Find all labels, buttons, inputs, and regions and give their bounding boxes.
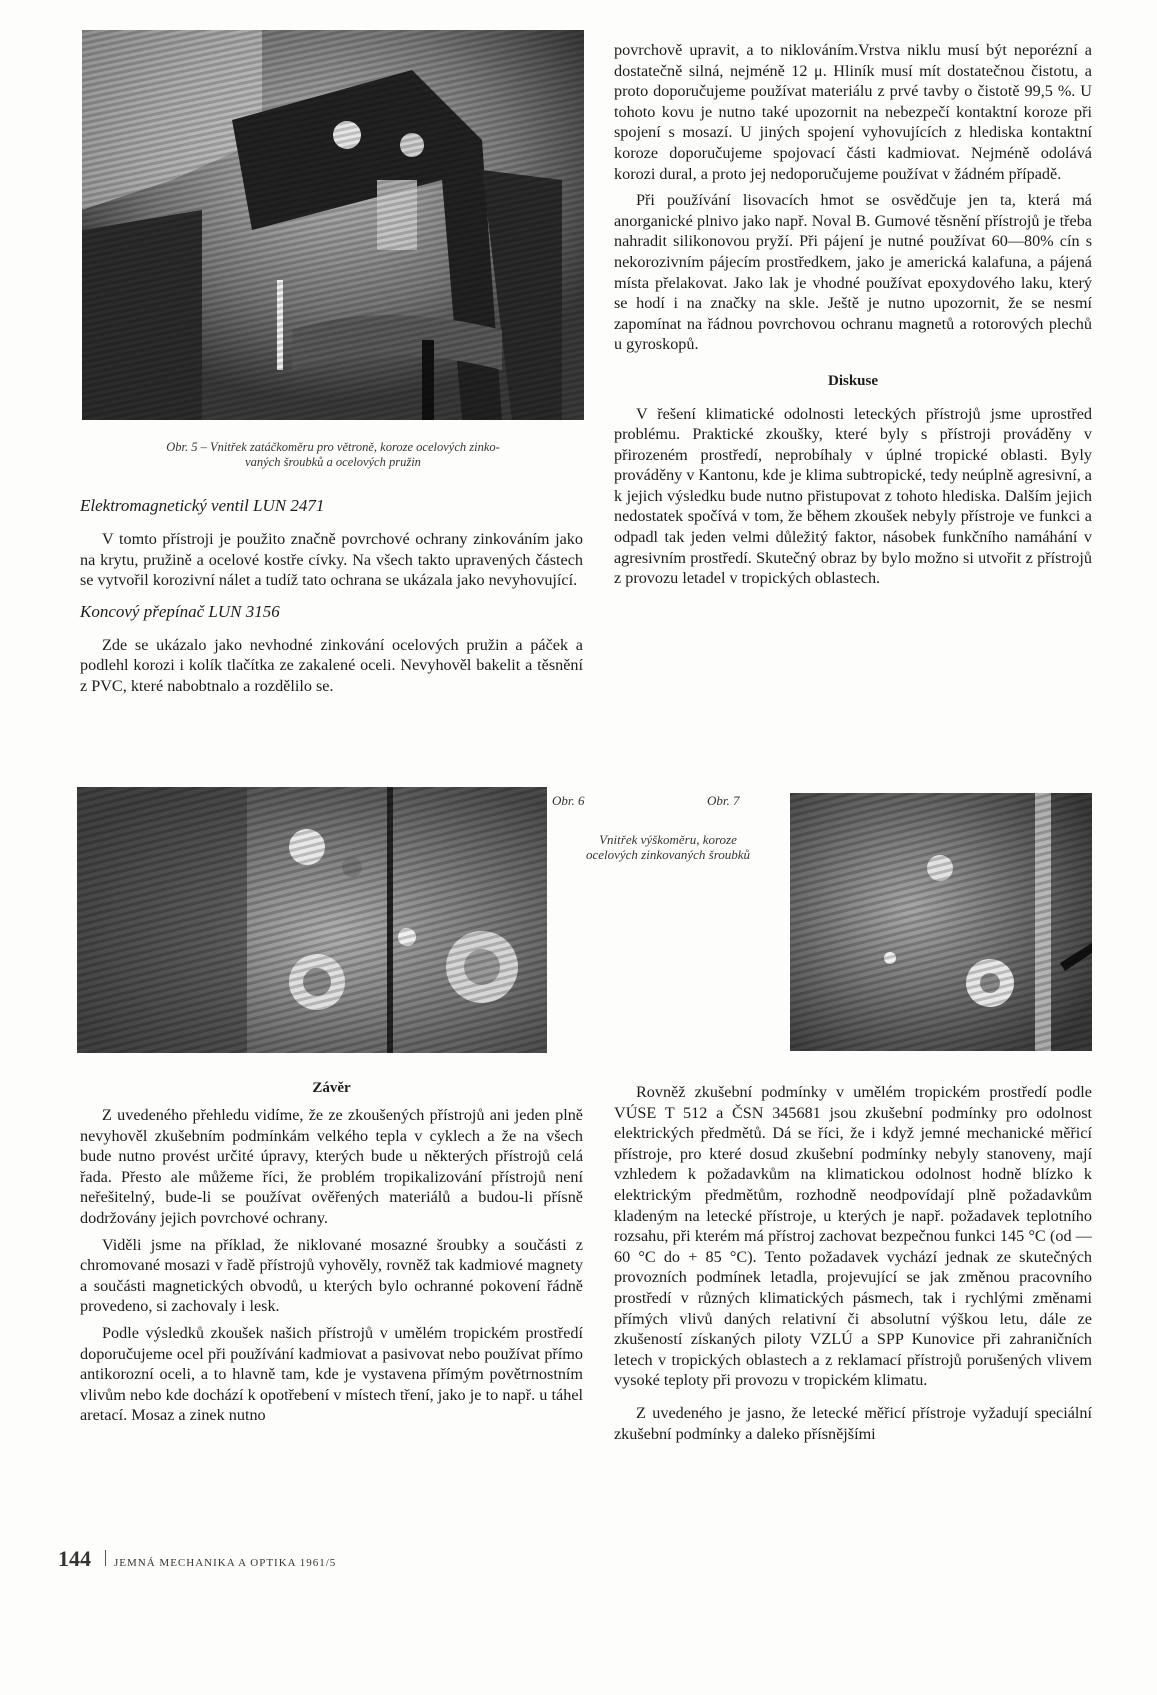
right-column-upper: [614, 40, 1092, 589]
paragraph-prepinac: Zde se ukázalo jako nevhodné zinkování ocelových pružin a páček a podlehl korozi i kolík tlačítka ze zakalené oceli. Nevyhověl bakelit a těsnění z PVC, které nabobtnalo a rozdělilo se.: [80, 635, 583, 695]
section-heading-prepinac: Koncový přepínač LUN 3156: [80, 601, 280, 621]
left-column-upper: [80, 495, 583, 697]
figure-7-photo: [790, 793, 1092, 1051]
figure-5-caption: [82, 440, 584, 470]
paragraph-zaver-3: Podle výsledků zkoušek našich přístrojů v umělém tropickém prostředí doporučujeme ocel při používání kadmiovat a pasivovat nebo používat přímo antikorozní oceli, a to hlavně tam, kde je vystavena přímým povětrnostním vlivům nebo kde dochází k opotřebení v místech tření, jako je to např. u táhel aretací. Mosaz a zinek nutno: [80, 1323, 583, 1425]
left-column-lower: [80, 1105, 583, 1426]
footer-divider: [105, 1550, 106, 1566]
figures-6-7-caption: Vnitřek výškoměru, koroze ocelových zinkovaných šroubků: [585, 832, 751, 862]
section-heading-ventil: Elektromagnetický ventil LUN 2471: [80, 496, 325, 515]
figure-6-photo: [77, 787, 547, 1053]
figure-6-label: Obr. 6: [552, 793, 585, 808]
paragraph-right-lower-2: Z uvedeného je jasno, že letecké měřicí přístroje vyžadují speciální zkušební podmínky a daleko přísnějšími: [614, 1403, 1092, 1443]
figure-5-caption-line2: vaných šroubků a ocelových pružin: [245, 455, 421, 469]
figure-5-caption-line1: Obr. 5 – Vnitřek zatáčkoměru pro větroně, koroze ocelových zinko-: [166, 440, 500, 454]
page-footer: [58, 1546, 658, 1572]
page-number: 144: [58, 1546, 91, 1571]
paragraph-ventil: V tomto přístroji je použito značně povrchové ochrany zinkováním jako na krytu, pružině a ocelové kostře cívky. Na všech takto upravených částech se vytvořil korozivní nálet a tudíž tato ochrana se ukázala jako nevyhovující.: [80, 530, 583, 590]
journal-name: JEMNÁ MECHANIKA A OPTIKA 1961/5: [114, 1557, 337, 1569]
right-column-lower: [614, 1082, 1092, 1444]
figure-7-label: Obr. 7: [707, 793, 740, 808]
paragraph-zaver-1: Z uvedeného přehledu vidíme, že ze zkoušených přístrojů ani jeden plně nevyhověl zkušebním podmínkám velkého tepla v cyklech a že na všech bude nutno provést určité úpravy, kterých bude u některých přístrojů celá řada. Přesto ale můžeme říci, že problém tropikalizování přístrojů není neřešitelný, bude-li se používat ověřených materiálů a budou-li přísně dodržovány jejich povrchové ochrany.: [80, 1106, 583, 1227]
figure-5-photo: [82, 30, 584, 420]
paragraph-right-1: povrchově upravit, a to niklováním.Vrstva niklu musí být neporézní a dostatečně silná, nejméně 12 μ. Hliník musí mít dostatečnou čistotu, a proto doporučujeme používat materiálu z prvé tavby o čistotě 99,5 %. U tohoto kovu je nutno také upozornit na nebezpečí kontaktní koroze při spojení s mosazí. U jiných spojení vyhovujících z hlediska kontaktní koroze doporučujeme spojovací části kadmiovat. Nejméně odolává korozi dural, a proto jej nedoporučujeme používat v žádném případě.: [614, 41, 1092, 183]
diskuse-heading: Diskuse: [827, 372, 879, 389]
paragraph-right-2: Při používání lisovacích hmot se osvědčuje jen ta, která má anorganické plnivo jako např. Noval B. Gumové těsnění přístrojů je třeba nahradit silikonovou pryží. Při pájení je nutné používat 60—80% cín s nekorozivním pájecím prostředkem, jako je americká kalafuna, a pájená místa přelakovat. Jako lak je vhodné používat epoxydového laku, který se hodí i na značky na skle. Ještě je nutno upozornit, že se nesmí zapomínat na řádnou povrchovou ochranu magnetů a rotorových plechů u gyroskopů.: [614, 191, 1092, 354]
paragraph-diskuse: V řešení klimatické odolnosti leteckých přístrojů jsme uprostřed problému. Praktické zkoušky, které byly s přístroji prováděny v přirozeném prostředí, neprobíhaly v úplné tropické oblasti. Byly prováděny v Kantonu, kde je klima subtropické, tedy neúplně agresivní, a k jejich výsledku bude nutno přistupovat z tohoto hlediska. Dalším jejich nedostatek spočívá v tom, že během zkoušek nebyly přístroje ve funkci a odpadl tak jeden velmi důležitý faktor, násobek funkčního namáhání v agresivním prostředí. Skutečný obraz by bylo možno si utvořit z přístrojů z provozu letadel v tropických oblastech.: [614, 404, 1092, 588]
paragraph-zaver-2: Viděli jsme na příklad, že niklované mosazné šroubky a součásti z chromované mosazi v řadě přístrojů vyhověly, rovněž tak kadmiové magnety a součásti magnetických obvodů, u kterých bylo ochranné pokovení řádně provedeno, si zachovaly i lesk.: [80, 1235, 583, 1316]
zaver-heading: Závěr: [312, 1080, 351, 1096]
paragraph-right-lower-1: Rovněž zkušební podmínky v umělém tropickém prostředí podle VÚSE T 512 a ČSN 345681 jsou zkušební podmínky pro odolnost elektrických předmětů. Dá se říci, že i když jemné mechanické měřicí přístroje, pro které dosud zkušební podmínky nebyly stanoveny, mají vzhledem k požadavkům na klimatickou odolnost hodně blízko k elektrickým předmětům, rozhodně neodpovídají plně požadavkům kladeným na letecké přístroje, u kterých je např. požadavek teplotního rozsahu, při kterém má přístroj zachovat bezpečnou funkci 145 °C (od —60 °C do + 85 °C). Tento požadavek vychází jednak ze skutečných provozních podmínek letadla, projevující se jak změnou pracovního prostředí v různých klimatických pásmech, tak i rychlými změnami přímých vlivů daných relativní či absolutní výškou letu, dále ze zkušeností získaných piloty VZLÚ a SPP Kunovice při zahraničních letech v tropických oblastech a z reklamací přístrojů porušených vlivem vysoké teploty při provozu v tropickém klimatu.: [614, 1083, 1092, 1390]
